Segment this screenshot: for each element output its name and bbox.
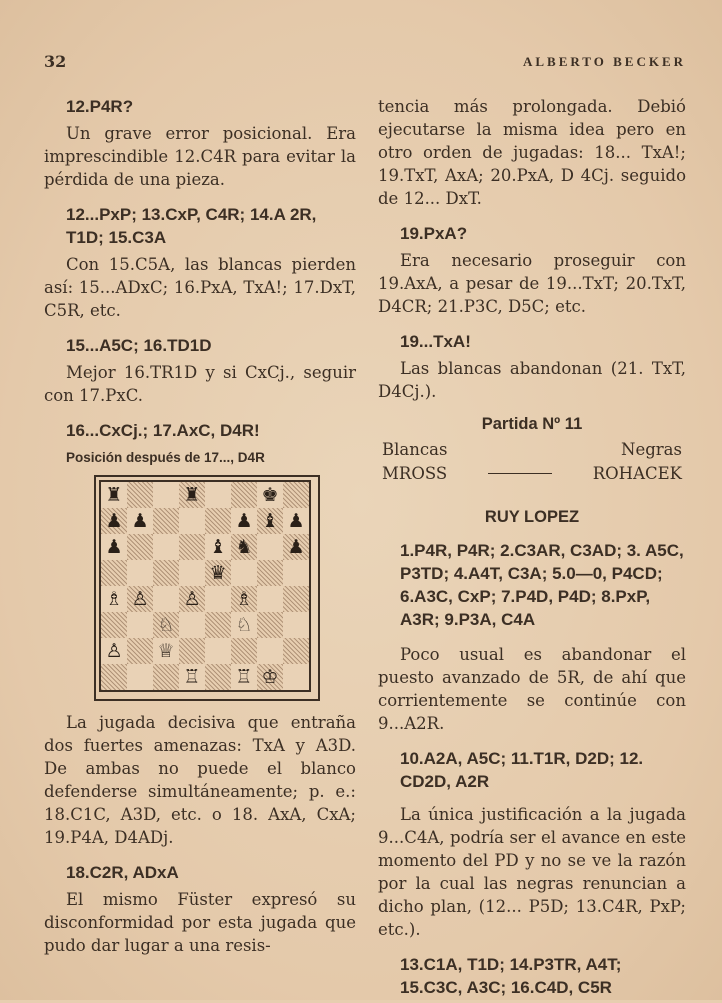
chess-piece-square: ♚ <box>257 482 283 508</box>
board-square <box>179 534 205 560</box>
board-square <box>153 534 179 560</box>
players-labels <box>378 438 686 462</box>
board-square <box>257 638 283 664</box>
chess-piece-square: ♙ <box>101 638 127 664</box>
chess-piece-square: ♟ <box>101 534 127 560</box>
left-column <box>44 95 356 969</box>
board-square <box>153 508 179 534</box>
commentary-paragraph: Con 15.C5A, las blancas pierden así: 15...ADxC; 16.PxA, TxA!; 17.DxT, C5R, etc. <box>44 255 356 320</box>
chess-piece-square: ♙ <box>127 586 153 612</box>
board-square <box>283 664 309 690</box>
commentary-paragraph: La única justificación a la jugada 9...C4A, podría ser el avance en este momento del PD y no se ve la razón por la cual las negras renuncian a dicho plan, (12... P5D; 13.C4R, PxP; etc.). <box>378 805 686 939</box>
board-square <box>283 560 309 586</box>
move-line: 12...PxP; 13.CxP, C4R; 14.A 2R, T1D; 15.C3A <box>66 205 317 247</box>
board-square <box>153 482 179 508</box>
commentary-paragraph: Un grave error posicional. Era imprescindible 12.C4R para evitar la pérdida de una pieza. <box>44 124 356 189</box>
board-square <box>127 534 153 560</box>
move-line: 16...CxCj.; 17.AxC, D4R! <box>66 421 260 440</box>
chess-piece-square: ♟ <box>283 508 309 534</box>
chess-piece-square: ♞ <box>231 534 257 560</box>
running-header-author: ALBERTO BECKER <box>522 54 686 69</box>
chess-piece-square: ♟ <box>101 508 127 534</box>
black-player: ROHACEK <box>592 464 682 483</box>
board-square <box>283 586 309 612</box>
right-column <box>378 95 686 1003</box>
chess-piece-square: ♖ <box>231 664 257 690</box>
move-line: 13.C1A, T1D; 14.P3TR, A4T; 15.C3C, A3C; 16.C4D, C5R <box>400 955 622 997</box>
chess-diagram <box>94 475 320 701</box>
board-square <box>179 508 205 534</box>
board-square <box>205 612 231 638</box>
commentary-paragraph: Mejor 16.TR1D y si CxCj., seguir con 17.PxC. <box>44 363 356 405</box>
opening-title: RUY LOPEZ <box>484 508 580 526</box>
chess-piece-square: ♜ <box>179 482 205 508</box>
board-square <box>153 586 179 612</box>
chess-piece-square: ♔ <box>257 664 283 690</box>
chess-piece-square: ♙ <box>179 586 205 612</box>
chess-piece-square: ♜ <box>101 482 127 508</box>
board-square <box>231 638 257 664</box>
white-label: Blancas <box>382 440 448 459</box>
black-label: Negras <box>621 440 682 459</box>
board-square <box>127 482 153 508</box>
chess-piece-square: ♗ <box>231 586 257 612</box>
board-square <box>257 612 283 638</box>
chess-piece-square: ♟ <box>127 508 153 534</box>
board-square <box>205 508 231 534</box>
white-player: MROSS <box>382 464 448 483</box>
chess-piece-square: ♗ <box>101 586 127 612</box>
move-line: 19.PxA? <box>400 224 468 243</box>
board-square <box>205 664 231 690</box>
chess-board <box>99 480 311 692</box>
move-line: 12.P4R? <box>66 97 134 116</box>
board-square <box>283 482 309 508</box>
board-square <box>179 560 205 586</box>
commentary-paragraph: Las blancas abandonan (21. TxT, D4Cj.). <box>378 359 686 401</box>
board-square <box>205 638 231 664</box>
move-line: 10.A2A, A5C; 11.T1R, D2D; 12. CD2D, A2R <box>400 749 644 791</box>
board-square <box>205 586 231 612</box>
players-separator <box>447 462 593 486</box>
chess-piece-square: ♖ <box>179 664 205 690</box>
board-square <box>127 638 153 664</box>
page-number: 32 <box>44 52 67 71</box>
commentary-paragraph: tencia más prolongada. Debió ejecutarse la misma idea pero en otro orden de jugadas: 18... TxA!; 19.TxT, AxA; 20.PxA, D 4Cj. seguido de 12... DxT. <box>378 97 686 208</box>
move-line: 18.C2R, ADxA <box>66 863 179 882</box>
players-names <box>378 462 686 486</box>
board-square <box>153 664 179 690</box>
board-square <box>283 638 309 664</box>
diagram-caption: Posición después de 17..., D4R <box>66 450 265 465</box>
game-title: Partida Nº 11 <box>481 415 583 433</box>
board-square <box>101 612 127 638</box>
chess-piece-square: ♛ <box>205 560 231 586</box>
board-square <box>127 560 153 586</box>
board-square <box>205 482 231 508</box>
chess-piece-square: ♟ <box>231 508 257 534</box>
board-square <box>283 612 309 638</box>
board-square <box>257 586 283 612</box>
commentary-paragraph: El mismo Füster expresó su disconformidad por esta jugada que pudo dar lugar a una resis- <box>44 890 356 955</box>
board-square <box>101 664 127 690</box>
commentary-paragraph: Poco usual es abandonar el puesto avanzado de 5R, de ahí que corrientemente se continúe con 9...A2R. <box>378 645 686 733</box>
board-square <box>101 560 127 586</box>
move-line: 19...TxA! <box>400 332 471 351</box>
commentary-paragraph: La jugada decisiva que entraña dos fuertes amenazas: TxA y A3D. De ambas no puede el blanco defenderse simultáneamente; p. e.: 18.C1C, A3D, etc. o 18. AxA, CxA; 19.P4A, D4ADj. <box>44 713 356 847</box>
board-square <box>231 482 257 508</box>
board-square <box>257 534 283 560</box>
commentary-paragraph: Era necesario proseguir con 19.AxA, a pesar de 19...TxT; 20.TxT, D4CR; 21.P3C, D5C; etc. <box>378 251 686 316</box>
chess-piece-square: ♝ <box>257 508 283 534</box>
chess-piece-square: ♕ <box>153 638 179 664</box>
move-line: 15...A5C; 16.TD1D <box>66 336 212 355</box>
board-square <box>127 612 153 638</box>
board-square <box>231 560 257 586</box>
chess-piece-square: ♝ <box>205 534 231 560</box>
move-line: 1.P4R, P4R; 2.C3AR, C3AD; 3. A5C, P3TD; 4.A4T, C3A; 5.0—0, P4CD; 6.A3C, CxP; 7.P4D, P4D; 8.PxP, A3R; 9.P3A, C4A <box>400 541 684 629</box>
board-square <box>127 664 153 690</box>
chess-piece-square: ♟ <box>283 534 309 560</box>
board-square <box>153 560 179 586</box>
chess-piece-square: ♘ <box>231 612 257 638</box>
chess-piece-square: ♘ <box>153 612 179 638</box>
board-square <box>257 560 283 586</box>
board-square <box>179 638 205 664</box>
board-square <box>179 612 205 638</box>
